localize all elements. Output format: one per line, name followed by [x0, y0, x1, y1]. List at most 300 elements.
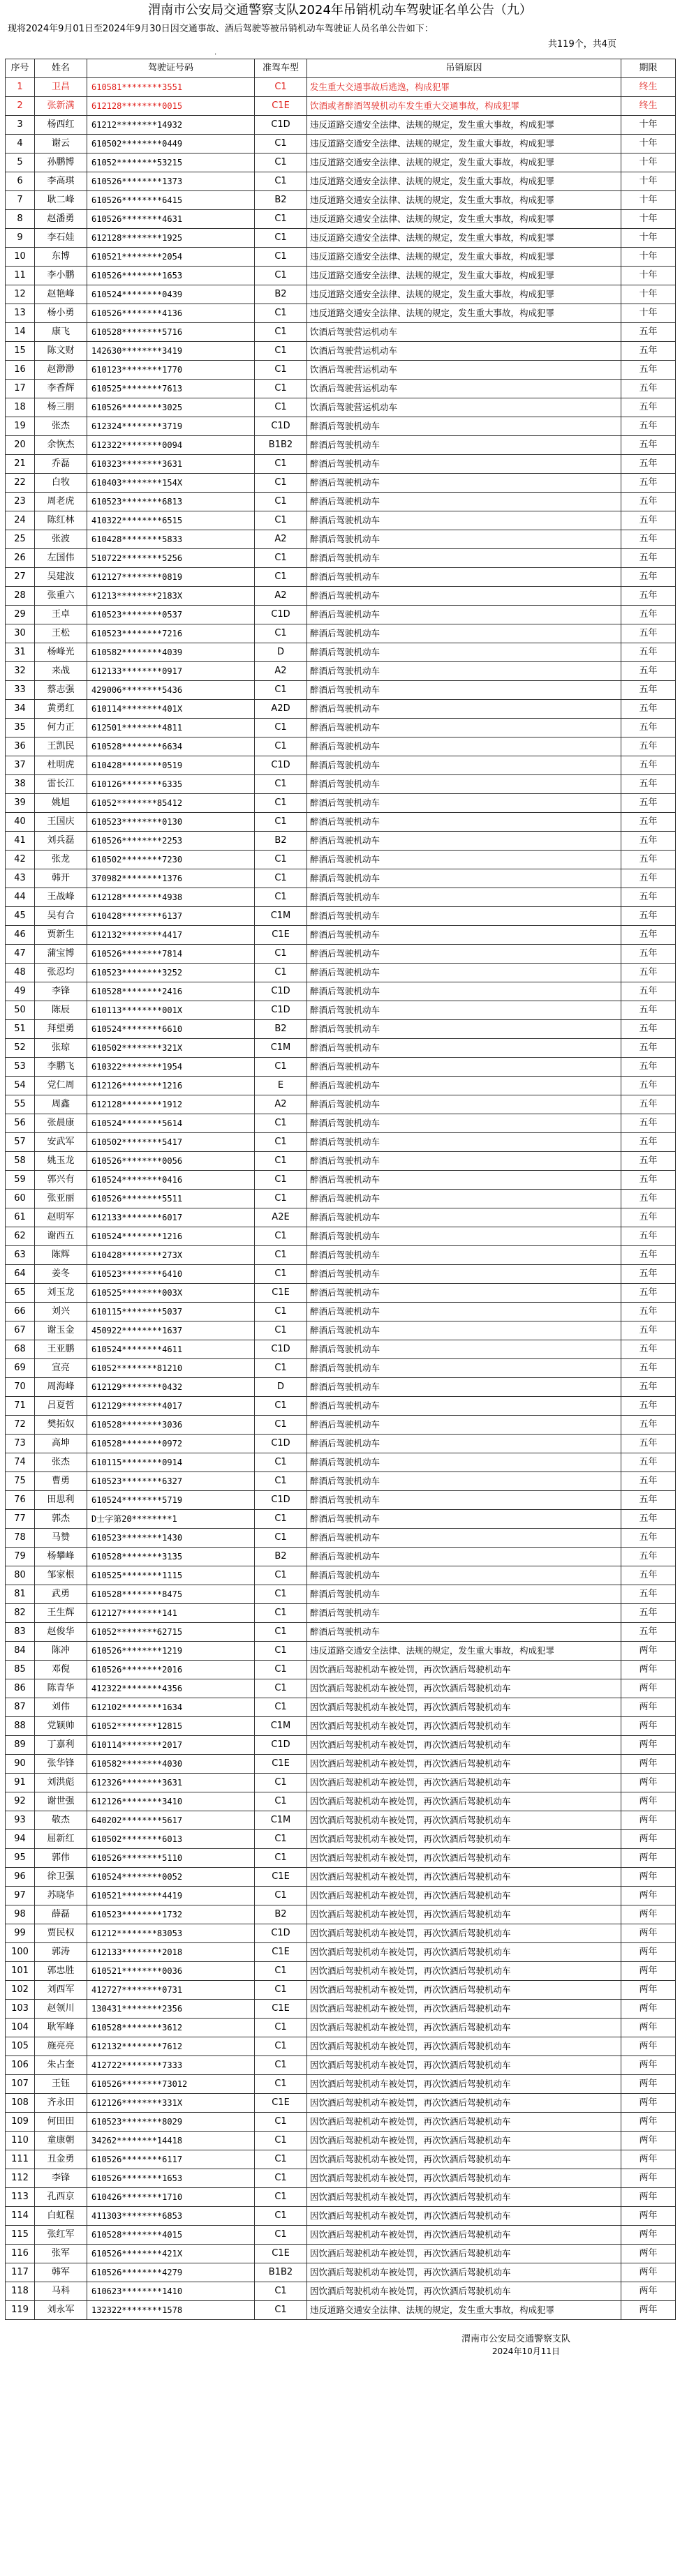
cell-seq: 47: [6, 945, 35, 964]
cell-term: 十年: [621, 172, 676, 191]
cell-seq: 56: [6, 1114, 35, 1133]
cell-license-number: 412722********7333: [87, 2056, 255, 2075]
cell-term: 五年: [621, 417, 676, 436]
cell-name: 张晨康: [35, 1114, 87, 1133]
table-row: [6, 1604, 676, 1623]
cell-term: 两年: [621, 2226, 676, 2245]
cell-term: 两年: [621, 1962, 676, 1981]
cell-seq: 26: [6, 549, 35, 568]
cell-name: 贾民权: [35, 1924, 87, 1943]
cell-seq: 98: [6, 1905, 35, 1924]
cell-reason: 醉酒后驾驶机动车: [307, 1058, 621, 1077]
cell-term: 五年: [621, 1227, 676, 1246]
cell-seq: 51: [6, 1020, 35, 1039]
cell-reason: 饮酒后驾驶营运机动车: [307, 323, 621, 342]
cell-name: 何田田: [35, 2113, 87, 2132]
table-row: [6, 1321, 676, 1340]
cell-license-number: 412727********0731: [87, 1981, 255, 2000]
table-row: [6, 1472, 676, 1491]
cell-reason: 因饮酒后驾驶机动车被处罚，再次饮酒后驾驶机动车: [307, 1830, 621, 1849]
table-row: [6, 624, 676, 643]
cell-license-number: 410322********6515: [87, 511, 255, 530]
cell-term: 五年: [621, 1303, 676, 1321]
cell-reason: 醉酒后驾驶机动车: [307, 926, 621, 945]
cell-vehicle-class: C1D: [255, 1736, 307, 1755]
table-row: [6, 1887, 676, 1905]
cell-license-number: 510722********5256: [87, 549, 255, 568]
cell-reason: 醉酒后驾驶机动车: [307, 1039, 621, 1058]
cell-vehicle-class: A2E: [255, 1208, 307, 1227]
cell-seq: 36: [6, 737, 35, 756]
cell-license-number: 61212********14932: [87, 116, 255, 135]
cell-reason: 醉酒后驾驶机动车: [307, 813, 621, 832]
cell-term: 五年: [621, 1472, 676, 1491]
cell-license-number: 610502********6013: [87, 1830, 255, 1849]
cell-reason: 醉酒后驾驶机动车: [307, 888, 621, 907]
cell-seq: 93: [6, 1811, 35, 1830]
cell-seq: 14: [6, 323, 35, 342]
table-row: [6, 1529, 676, 1548]
cell-vehicle-class: C1: [255, 1642, 307, 1661]
cell-reason: 因饮酒后驾驶机动车被处罚，再次饮酒后驾驶机动车: [307, 1905, 621, 1924]
cell-vehicle-class: C1: [255, 775, 307, 794]
cell-vehicle-class: C1: [255, 1698, 307, 1717]
cell-seq: 89: [6, 1736, 35, 1755]
cell-term: 五年: [621, 1039, 676, 1058]
cell-vehicle-class: D: [255, 1378, 307, 1397]
cell-seq: 60: [6, 1190, 35, 1208]
cell-vehicle-class: C1E: [255, 2245, 307, 2263]
cell-reason: 因饮酒后驾驶机动车被处罚，再次饮酒后驾驶机动车: [307, 1811, 621, 1830]
cell-term: 五年: [621, 907, 676, 926]
cell-term: 五年: [621, 398, 676, 417]
table-row: [6, 1171, 676, 1190]
cell-name: 施亮亮: [35, 2037, 87, 2056]
cell-reason: 违反道路交通安全法律、法规的规定，发生重大事故，构成犯罪: [307, 191, 621, 210]
cell-license-number: 610525********003X: [87, 1284, 255, 1303]
cell-name: 赵领川: [35, 2000, 87, 2019]
cell-reason: 醉酒后驾驶机动车: [307, 756, 621, 775]
cell-term: 五年: [621, 474, 676, 493]
table-row: [6, 210, 676, 229]
cell-vehicle-class: C1: [255, 1246, 307, 1265]
cell-license-number: 610525********7613: [87, 380, 255, 398]
cell-seq: 8: [6, 210, 35, 229]
cell-name: 王战峰: [35, 888, 87, 907]
cell-name: 曹勇: [35, 1472, 87, 1491]
cell-name: 朱占奎: [35, 2056, 87, 2075]
cell-license-number: 610526********0056: [87, 1152, 255, 1171]
cell-name: 王松: [35, 624, 87, 643]
cell-reason: 醉酒后驾驶机动车: [307, 643, 621, 662]
cell-reason: 醉酒后驾驶机动车: [307, 417, 621, 436]
cell-name: 雷长江: [35, 775, 87, 794]
issue-date: 2024年10月11日: [491, 2346, 560, 2356]
cell-seq: 42: [6, 851, 35, 869]
cell-reason: 违反道路交通安全法律、法规的规定，发生重大事故，构成犯罪: [307, 304, 621, 323]
cell-license-number: 610524********5614: [87, 1114, 255, 1133]
cell-term: 两年: [621, 1679, 676, 1698]
page-title: 渭南市公安局交通警察支队2024年吊销机动车驾驶证名单公告（九）: [148, 3, 532, 17]
cell-term: 五年: [621, 681, 676, 700]
cell-term: 五年: [621, 643, 676, 662]
cell-term: 两年: [621, 2263, 676, 2282]
cell-seq: 88: [6, 1717, 35, 1736]
cell-seq: 92: [6, 1792, 35, 1811]
cell-seq: 44: [6, 888, 35, 907]
cell-license-number: 610114********2017: [87, 1736, 255, 1755]
cell-reason: 因饮酒后驾驶机动车被处罚，再次饮酒后驾驶机动车: [307, 2169, 621, 2188]
cell-seq: 10: [6, 248, 35, 267]
table-row: [6, 153, 676, 172]
cell-license-number: 610528********3612: [87, 2019, 255, 2037]
cell-name: 郭涛: [35, 1943, 87, 1962]
cell-name: 刘伟: [35, 1698, 87, 1717]
cell-name: 杜明虎: [35, 756, 87, 775]
cell-term: 五年: [621, 493, 676, 511]
cell-term: 十年: [621, 304, 676, 323]
cell-vehicle-class: C1: [255, 869, 307, 888]
cell-name: 樊拓奴: [35, 1416, 87, 1435]
cell-term: 十年: [621, 285, 676, 304]
cell-license-number: 610403********154X: [87, 474, 255, 493]
table-row: [6, 2000, 676, 2019]
table-row: [6, 1208, 676, 1227]
cell-license-number: 610526********6415: [87, 191, 255, 210]
cell-term: 两年: [621, 2150, 676, 2169]
cell-name: 耿二峰: [35, 191, 87, 210]
cell-name: 张杰: [35, 417, 87, 436]
cell-reason: 因饮酒后驾驶机动车被处罚，再次饮酒后驾驶机动车: [307, 2113, 621, 2132]
cell-name: 李石娃: [35, 229, 87, 248]
cell-term: 五年: [621, 1510, 676, 1529]
cell-reason: 醉酒后驾驶机动车: [307, 1623, 621, 1642]
cell-reason: 因饮酒后驾驶机动车被处罚，再次饮酒后驾驶机动车: [307, 1698, 621, 1717]
cell-reason: 违反道路交通安全法律、法规的规定，发生重大事故，构成犯罪: [307, 135, 621, 153]
cell-name: 卫昌: [35, 78, 87, 97]
cell-license-number: 610528********2416: [87, 982, 255, 1001]
cell-term: 五年: [621, 606, 676, 624]
cell-seq: 27: [6, 568, 35, 587]
cell-license-number: 612126********1216: [87, 1077, 255, 1095]
cell-license-number: 610126********6335: [87, 775, 255, 794]
table-row: [6, 587, 676, 606]
cell-term: 五年: [621, 888, 676, 907]
cell-seq: 3: [6, 116, 35, 135]
cell-seq: 2: [6, 97, 35, 116]
cell-name: 拜望勇: [35, 1020, 87, 1039]
cell-name: 王卓: [35, 606, 87, 624]
cell-term: 五年: [621, 1623, 676, 1642]
cell-vehicle-class: A2: [255, 587, 307, 606]
cell-license-number: 610528********8475: [87, 1585, 255, 1604]
cell-license-number: 610526********3025: [87, 398, 255, 417]
cell-license-number: 610523********0130: [87, 813, 255, 832]
cell-term: 五年: [621, 1114, 676, 1133]
cell-term: 五年: [621, 813, 676, 832]
cell-license-number: 610526********5110: [87, 1849, 255, 1868]
cell-seq: 104: [6, 2019, 35, 2037]
cell-reason: 饮酒后驾驶营运机动车: [307, 342, 621, 361]
cell-license-number: 610521********2054: [87, 248, 255, 267]
cell-seq: 43: [6, 869, 35, 888]
cell-reason: 因饮酒后驾驶机动车被处罚，再次饮酒后驾驶机动车: [307, 2094, 621, 2113]
cell-license-number: 610524********4611: [87, 1340, 255, 1359]
cell-term: 五年: [621, 436, 676, 455]
cell-license-number: 610524********6610: [87, 1020, 255, 1039]
cell-name: 吕夏哲: [35, 1397, 87, 1416]
table-row: [6, 530, 676, 549]
table-row: [6, 2113, 676, 2132]
cell-seq: 25: [6, 530, 35, 549]
table-row: [6, 1679, 676, 1698]
cell-license-number: 610115********5037: [87, 1303, 255, 1321]
table-row: [6, 2245, 676, 2263]
cell-term: 五年: [621, 982, 676, 1001]
cell-vehicle-class: B1B2: [255, 2263, 307, 2282]
cell-reason: 醉酒后驾驶机动车: [307, 493, 621, 511]
cell-term: 五年: [621, 1359, 676, 1378]
cell-term: 十年: [621, 210, 676, 229]
table-row: [6, 1774, 676, 1792]
table-row: [6, 1868, 676, 1887]
cell-name: 党仁周: [35, 1077, 87, 1095]
table-row: [6, 2132, 676, 2150]
cell-vehicle-class: C1: [255, 851, 307, 869]
cell-vehicle-class: C1E: [255, 926, 307, 945]
table-row: [6, 78, 676, 97]
cell-name: 东博: [35, 248, 87, 267]
cell-vehicle-class: C1: [255, 267, 307, 285]
cell-name: 武勇: [35, 1585, 87, 1604]
cell-license-number: 610526********2253: [87, 832, 255, 851]
cell-term: 五年: [621, 455, 676, 474]
cell-license-number: 612128********1912: [87, 1095, 255, 1114]
cell-term: 五年: [621, 1171, 676, 1190]
cell-vehicle-class: C1: [255, 2019, 307, 2037]
cell-name: 童康朝: [35, 2132, 87, 2150]
record-count: 共119个，共4页: [547, 39, 616, 50]
cell-license-number: 612129********4017: [87, 1397, 255, 1416]
cell-seq: 63: [6, 1246, 35, 1265]
cell-name: 赵渺渺: [35, 361, 87, 380]
cell-seq: 100: [6, 1943, 35, 1962]
cell-name: 杨攀峰: [35, 1548, 87, 1566]
cell-license-number: 610526********4631: [87, 210, 255, 229]
cell-reason: 违反道路交通安全法律、法规的规定，发生重大事故，构成犯罪: [307, 172, 621, 191]
cell-seq: 34: [6, 700, 35, 719]
cell-reason: 醉酒后驾驶机动车: [307, 436, 621, 455]
cell-reason: 因饮酒后驾驶机动车被处罚，再次饮酒后驾驶机动车: [307, 2019, 621, 2037]
cell-term: 五年: [621, 1340, 676, 1359]
cell-license-number: 610502********0449: [87, 135, 255, 153]
cell-term: 五年: [621, 342, 676, 361]
cell-name: 王凯民: [35, 737, 87, 756]
cell-seq: 9: [6, 229, 35, 248]
cell-name: 王钰: [35, 2075, 87, 2094]
cell-name: 李高琪: [35, 172, 87, 191]
cell-name: 安武军: [35, 1133, 87, 1152]
cell-name: 周老虎: [35, 493, 87, 511]
cell-vehicle-class: C1: [255, 210, 307, 229]
cell-seq: 95: [6, 1849, 35, 1868]
cell-seq: 40: [6, 813, 35, 832]
cell-reason: 醉酒后驾驶机动车: [307, 681, 621, 700]
table-row: [6, 1811, 676, 1830]
cell-reason: 醉酒后驾驶机动车: [307, 474, 621, 493]
cell-name: 张华锋: [35, 1755, 87, 1774]
cell-vehicle-class: C1: [255, 2207, 307, 2226]
cell-license-number: 612129********0432: [87, 1378, 255, 1397]
cell-reason: 醉酒后驾驶机动车: [307, 511, 621, 530]
cell-license-number: 610428********6137: [87, 907, 255, 926]
cell-vehicle-class: C1: [255, 304, 307, 323]
cell-vehicle-class: B2: [255, 832, 307, 851]
cell-name: 来战: [35, 662, 87, 681]
cell-seq: 52: [6, 1039, 35, 1058]
cell-license-number: 610524********5719: [87, 1491, 255, 1510]
cell-license-number: 610526********4136: [87, 304, 255, 323]
cell-seq: 107: [6, 2075, 35, 2094]
cell-reason: 因饮酒后驾驶机动车被处罚，再次饮酒后驾驶机动车: [307, 2226, 621, 2245]
cell-name: 韩开: [35, 869, 87, 888]
cell-reason: 违反道路交通安全法律、法规的规定，发生重大事故，构成犯罪: [307, 116, 621, 135]
cell-seq: 96: [6, 1868, 35, 1887]
cell-seq: 82: [6, 1604, 35, 1623]
cell-license-number: 61052********85412: [87, 794, 255, 813]
cell-reason: 醉酒后驾驶机动车: [307, 606, 621, 624]
cell-term: 五年: [621, 1585, 676, 1604]
cell-name: 党颖帅: [35, 1717, 87, 1736]
cell-seq: 68: [6, 1340, 35, 1359]
cell-name: 蔡志强: [35, 681, 87, 700]
cell-term: 两年: [621, 2132, 676, 2150]
cell-license-number: 610526********421X: [87, 2245, 255, 2263]
cell-reason: 醉酒后驾驶机动车: [307, 869, 621, 888]
cell-term: 五年: [621, 794, 676, 813]
cell-vehicle-class: C1: [255, 1453, 307, 1472]
cell-vehicle-class: C1: [255, 1623, 307, 1642]
table-row: [6, 700, 676, 719]
table-row: [6, 1566, 676, 1585]
table-row: [6, 794, 676, 813]
cell-license-number: 610528********6634: [87, 737, 255, 756]
cell-reason: 醉酒后驾驶机动车: [307, 1529, 621, 1548]
cell-term: 两年: [621, 1811, 676, 1830]
cell-name: 田思利: [35, 1491, 87, 1510]
cell-license-number: 610428********273X: [87, 1246, 255, 1265]
cell-seq: 73: [6, 1435, 35, 1453]
header-name: 姓名: [35, 59, 87, 78]
cell-license-number: 610526********6117: [87, 2150, 255, 2169]
cell-seq: 74: [6, 1453, 35, 1472]
cell-seq: 59: [6, 1171, 35, 1190]
cell-term: 十年: [621, 116, 676, 135]
cell-license-number: 610502********7230: [87, 851, 255, 869]
table-row: [6, 455, 676, 474]
table-row: [6, 248, 676, 267]
cell-term: 两年: [621, 2301, 676, 2320]
cell-vehicle-class: C1D: [255, 1435, 307, 1453]
cell-reason: 醉酒后驾驶机动车: [307, 1152, 621, 1171]
table-row: [6, 229, 676, 248]
cell-seq: 90: [6, 1755, 35, 1774]
cell-seq: 84: [6, 1642, 35, 1661]
cell-reason: 醉酒后驾驶机动车: [307, 1359, 621, 1378]
cell-license-number: 370982********1376: [87, 869, 255, 888]
cell-reason: 违反道路交通安全法律、法规的规定，发生重大事故，构成犯罪: [307, 248, 621, 267]
cell-vehicle-class: C1: [255, 681, 307, 700]
cell-license-number: 612102********1634: [87, 1698, 255, 1717]
cell-reason: 醉酒后驾驶机动车: [307, 1321, 621, 1340]
cell-license-number: 130431********2356: [87, 2000, 255, 2019]
cell-vehicle-class: C1: [255, 1133, 307, 1152]
table-row: [6, 1661, 676, 1679]
cell-vehicle-class: C1: [255, 2113, 307, 2132]
cell-term: 两年: [621, 1830, 676, 1849]
cell-vehicle-class: C1: [255, 474, 307, 493]
cell-license-number: 610524********0416: [87, 1171, 255, 1190]
cell-reason: 醉酒后驾驶机动车: [307, 1303, 621, 1321]
cell-license-number: 610114********401X: [87, 700, 255, 719]
cell-term: 五年: [621, 1566, 676, 1585]
cell-seq: 19: [6, 417, 35, 436]
cell-term: 五年: [621, 756, 676, 775]
cell-name: 邹家根: [35, 1566, 87, 1585]
cell-term: 两年: [621, 1887, 676, 1905]
cell-seq: 64: [6, 1265, 35, 1284]
cell-term: 五年: [621, 587, 676, 606]
cell-term: 五年: [621, 719, 676, 737]
table-row: [6, 2037, 676, 2056]
table-row: [6, 1943, 676, 1962]
cell-vehicle-class: C1: [255, 1830, 307, 1849]
table-row: [6, 926, 676, 945]
cell-vehicle-class: C1: [255, 455, 307, 474]
cell-name: 左国伟: [35, 549, 87, 568]
cell-name: 王亚鹏: [35, 1340, 87, 1359]
cell-reason: 醉酒后驾驶机动车: [307, 1284, 621, 1303]
cell-term: 两年: [621, 2188, 676, 2207]
cell-reason: 醉酒后驾驶机动车: [307, 1416, 621, 1435]
cell-term: 两年: [621, 1642, 676, 1661]
table-row: [6, 1340, 676, 1359]
table-row: [6, 681, 676, 700]
cell-term: 两年: [621, 2056, 676, 2075]
cell-name: 赵俊华: [35, 1623, 87, 1642]
cell-name: 吴建波: [35, 568, 87, 587]
cell-vehicle-class: C1: [255, 888, 307, 907]
cell-reason: 因饮酒后驾驶机动车被处罚，再次饮酒后驾驶机动车: [307, 2282, 621, 2301]
cell-vehicle-class: C1E: [255, 1284, 307, 1303]
cell-term: 五年: [621, 1020, 676, 1039]
cell-vehicle-class: C1: [255, 380, 307, 398]
cell-term: 两年: [621, 1736, 676, 1755]
table-row: [6, 1849, 676, 1868]
cell-seq: 79: [6, 1548, 35, 1566]
cell-vehicle-class: C1: [255, 945, 307, 964]
cell-name: 谢玉金: [35, 1321, 87, 1340]
table-row: [6, 2188, 676, 2207]
cell-name: 宣亮: [35, 1359, 87, 1378]
cell-vehicle-class: C1E: [255, 1755, 307, 1774]
cell-name: 张重六: [35, 587, 87, 606]
table-row: [6, 1623, 676, 1642]
cell-name: 邓倪: [35, 1661, 87, 1679]
cell-seq: 113: [6, 2188, 35, 2207]
cell-seq: 80: [6, 1566, 35, 1585]
cell-name: 徐卫强: [35, 1868, 87, 1887]
